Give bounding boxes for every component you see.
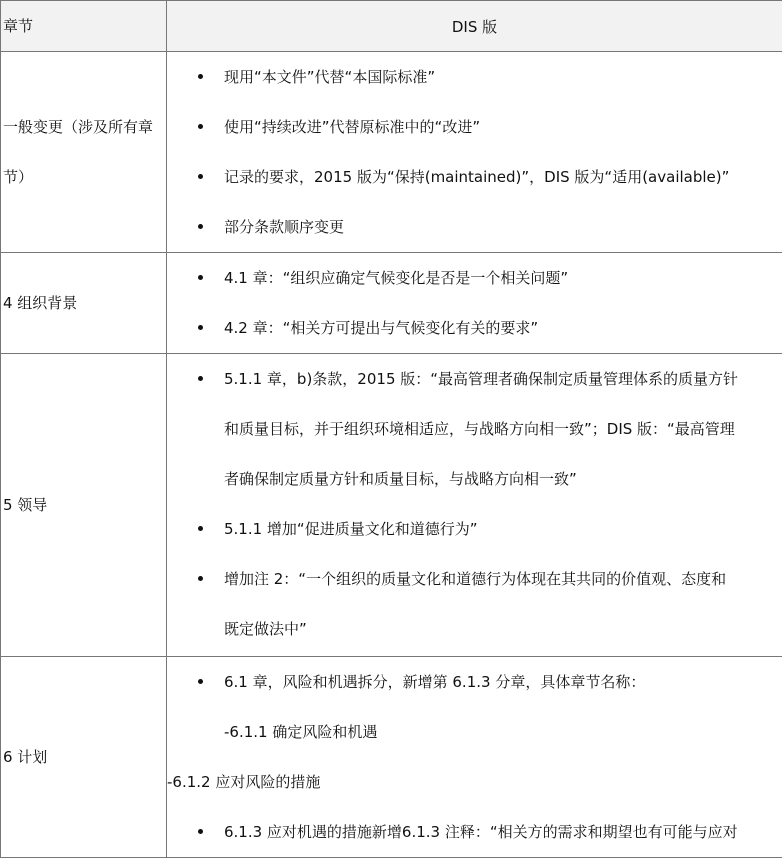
section-cell [1, 253, 167, 354]
section-label-line: 4 组织背景 [3, 294, 78, 312]
bullet-icon [198, 174, 203, 179]
line-text: 4.1 章：“组织应确定气候变化是否是一个相关问题” [224, 269, 569, 287]
bullet-item [167, 554, 782, 604]
bullet-item [167, 303, 782, 353]
section-label-line: 节） [3, 168, 34, 186]
section-label [1, 732, 166, 782]
bullet-item [167, 807, 782, 857]
section-label [1, 278, 166, 328]
bullet-icon [198, 224, 203, 229]
bullet-icon [198, 376, 203, 381]
bullet-icon [198, 526, 203, 531]
header-dis-cell [167, 1, 782, 52]
bullet-item [167, 253, 782, 303]
bullet-item [167, 504, 782, 554]
content-cell [167, 354, 782, 657]
bullet-item [167, 152, 782, 202]
text-line [167, 707, 782, 757]
line-text: 和质量目标，并于组织环境相适应，与战略方向相一致”；DIS 版：“最高管理 [224, 420, 735, 438]
line-text: 使用“持续改进”代替原标准中的“改进” [224, 118, 481, 136]
line-text: 6.1 章，风险和机遇拆分，新增第 6.1.3 分章，具体章节名称： [224, 673, 646, 691]
bullet-item [167, 354, 782, 404]
table-row [1, 52, 782, 253]
bullet-item [167, 202, 782, 252]
bullet-icon [198, 74, 203, 79]
content-cell [167, 52, 782, 253]
section-label [1, 102, 166, 202]
section-label-line: 6 计划 [3, 748, 48, 766]
line-text: 者确保制定质量方针和质量目标，与战略方向相一致” [224, 470, 577, 488]
section-cell [1, 657, 167, 858]
text-line [167, 404, 782, 454]
header-dis-label: DIS 版 [451, 17, 498, 36]
line-text: 记录的要求，2015 版为“保持(maintained)”，DIS 版为“适用(available)” [224, 168, 730, 186]
table-row [1, 354, 782, 657]
section-label [1, 480, 166, 530]
table-row [1, 253, 782, 354]
section-label-line: 5 领导 [3, 496, 48, 514]
bullet-icon [198, 325, 203, 330]
content-lines [167, 657, 782, 857]
line-text: 5.1.1 增加“促进质量文化和道德行为” [224, 520, 478, 538]
line-text: -6.1.1 确定风险和机遇 [224, 723, 378, 741]
line-text: 6.1.3 应对机遇的措施新增6.1.3 注释：“相关方的需求和期望也有可能与应对 [224, 823, 738, 841]
section-cell [1, 52, 167, 253]
table-header-row [1, 1, 782, 52]
bullet-icon [198, 576, 203, 581]
content-cell [167, 657, 782, 858]
content-lines [167, 354, 782, 656]
text-line [167, 454, 782, 504]
line-text: -6.1.2 应对风险的措施 [167, 773, 321, 791]
line-text: 5.1.1 章，b)条款，2015 版：“最高管理者确保制定质量管理体系的质量方针 [224, 370, 739, 388]
bullet-icon [198, 829, 203, 834]
text-line [167, 604, 782, 654]
header-section-label: 章节 [3, 17, 34, 35]
line-text: 增加注 2：“一个组织的质量文化和道德行为体现在其共同的价值观、态度和 [224, 570, 727, 588]
line-text: 部分条款顺序变更 [224, 218, 345, 236]
text-line [167, 757, 782, 807]
bullet-icon [198, 124, 203, 129]
content-lines [167, 253, 782, 353]
bullet-item [167, 52, 782, 102]
content-lines [167, 52, 782, 252]
header-section-cell [1, 1, 167, 52]
bullet-icon [198, 679, 203, 684]
bullet-item [167, 657, 782, 707]
table-row [1, 657, 782, 858]
content-cell [167, 253, 782, 354]
bullet-icon [198, 275, 203, 280]
line-text: 现用“本文件”代替“本国际标准” [224, 68, 436, 86]
line-text: 4.2 章：“相关方可提出与气候变化有关的要求” [224, 319, 539, 337]
line-text: 既定做法中” [224, 620, 307, 638]
bullet-item [167, 102, 782, 152]
section-label-line: 一般变更（涉及所有章 [3, 118, 154, 136]
section-cell [1, 354, 167, 657]
